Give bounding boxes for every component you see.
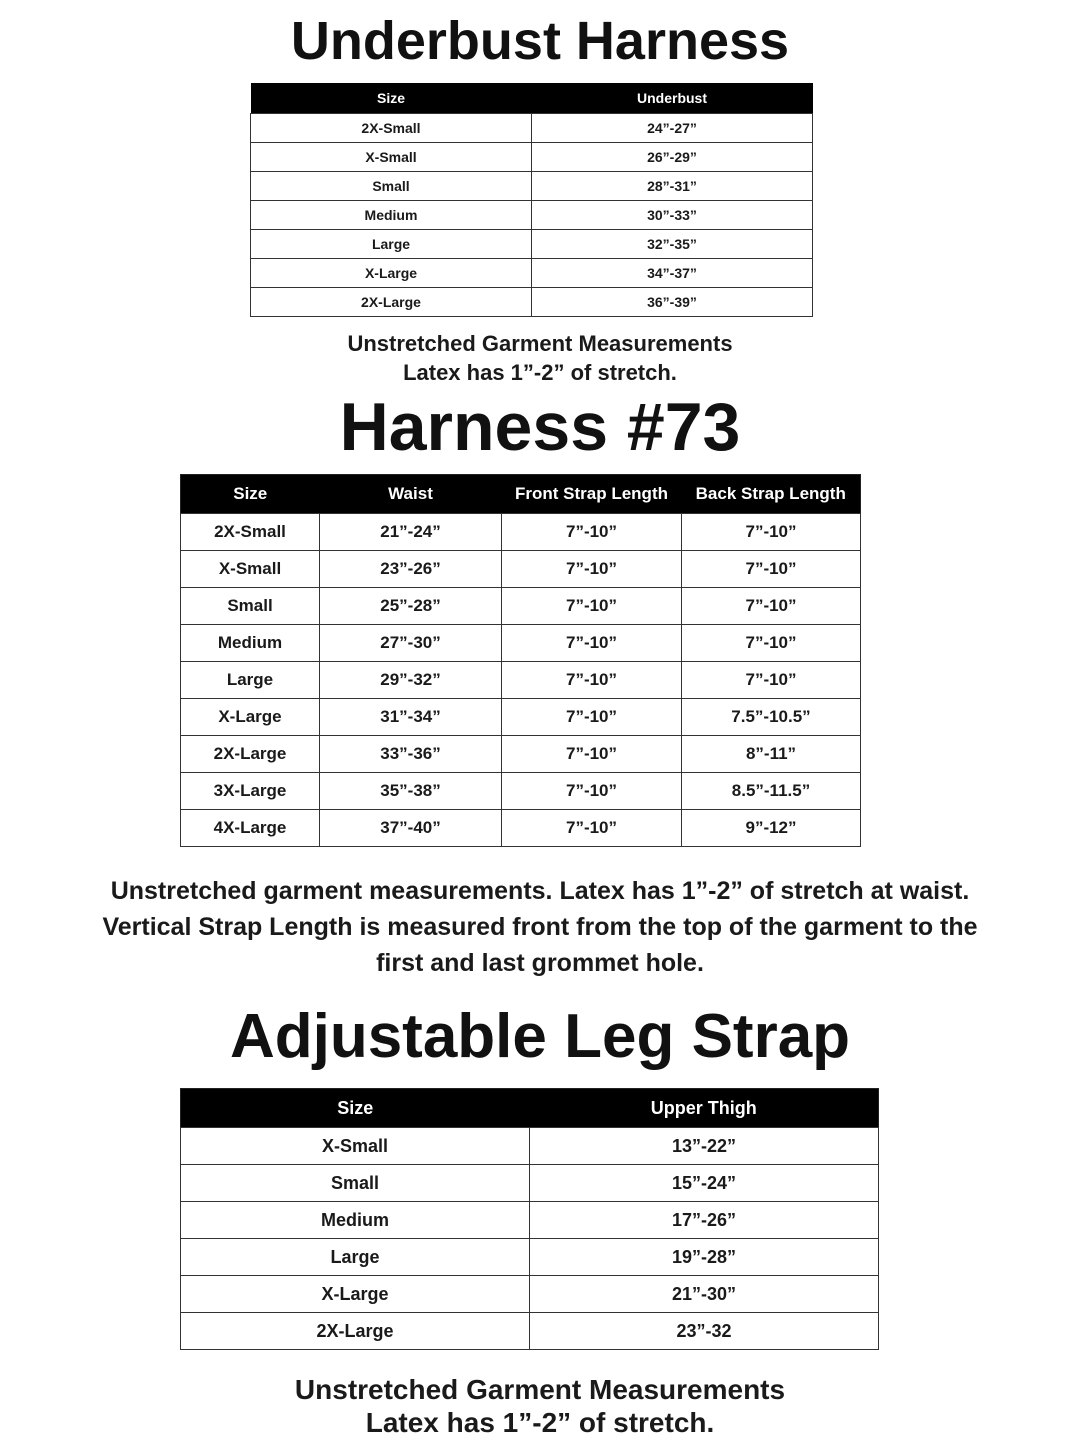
measurement-cell: 30”-33” [532, 201, 813, 230]
size-cell: X-Large [251, 259, 532, 288]
table-header-row [181, 1089, 879, 1128]
header-front-strap-length: Front Strap Length [502, 475, 682, 514]
size-cell: Large [181, 1239, 530, 1276]
measurement-cell: 21”-30” [530, 1276, 879, 1313]
size-cell: Medium [181, 625, 320, 662]
size-cell: Small [251, 172, 532, 201]
table-row [251, 230, 813, 259]
size-cell: X-Small [251, 143, 532, 172]
size-cell: X-Small [181, 551, 320, 588]
table-row [181, 1313, 879, 1350]
table-header-row [181, 475, 861, 514]
harness73-note-line1: Unstretched garment measurements. Latex has 1”-2” of stretch at waist. [110, 877, 970, 905]
front-strap-cell: 7”-10” [502, 625, 682, 662]
front-strap-cell: 7”-10” [502, 514, 682, 551]
measurement-cell: 19”-28” [530, 1239, 879, 1276]
front-strap-cell: 7”-10” [502, 773, 682, 810]
size-cell: Large [181, 662, 320, 699]
back-strap-cell: 7.5”-10.5” [682, 699, 861, 736]
back-strap-cell: 7”-10” [682, 625, 861, 662]
table-row [181, 810, 861, 847]
size-cell: Medium [181, 1202, 530, 1239]
measurement-cell: 32”-35” [532, 230, 813, 259]
waist-cell: 21”-24” [320, 514, 502, 551]
size-cell: 4X-Large [181, 810, 320, 847]
table-row [181, 1165, 879, 1202]
size-cell: Small [181, 588, 320, 625]
waist-cell: 23”-26” [320, 551, 502, 588]
table-row [181, 1202, 879, 1239]
front-strap-cell: 7”-10” [502, 810, 682, 847]
table-row [181, 588, 861, 625]
waist-cell: 29”-32” [320, 662, 502, 699]
table-row [181, 1239, 879, 1276]
underbust-size-table [250, 83, 813, 317]
header-back-strap-length: Back Strap Length [682, 475, 861, 514]
harness73-title: Harness #73 [339, 389, 741, 465]
table-row [181, 736, 861, 773]
size-cell: Medium [251, 201, 532, 230]
waist-cell: 25”-28” [320, 588, 502, 625]
table-row [251, 201, 813, 230]
back-strap-cell: 7”-10” [682, 514, 861, 551]
size-cell: Large [251, 230, 532, 259]
back-strap-cell: 7”-10” [682, 588, 861, 625]
front-strap-cell: 7”-10” [502, 699, 682, 736]
measurement-cell: 28”-31” [532, 172, 813, 201]
header-size: Size [181, 1089, 530, 1128]
header-size: Size [181, 475, 320, 514]
table-row [181, 699, 861, 736]
measurement-cell: 13”-22” [530, 1128, 879, 1165]
table-header-row [251, 83, 813, 114]
measurement-cell: 24”-27” [532, 114, 813, 143]
waist-cell: 27”-30” [320, 625, 502, 662]
underbust-note-line1: Unstretched Garment Measurements [347, 331, 733, 356]
table-row [251, 114, 813, 143]
legstrap-note-line2: Latex has 1”-2” of stretch. [365, 1407, 715, 1438]
table-row [181, 1128, 879, 1165]
front-strap-cell: 7”-10” [502, 588, 682, 625]
back-strap-cell: 9”-12” [682, 810, 861, 847]
waist-cell: 31”-34” [320, 699, 502, 736]
size-cell: 2X-Small [181, 514, 320, 551]
measurement-cell: 15”-24” [530, 1165, 879, 1202]
back-strap-cell: 7”-10” [682, 662, 861, 699]
size-cell: 3X-Large [181, 773, 320, 810]
size-cell: 2X-Large [251, 288, 532, 317]
header-size: Size [251, 83, 532, 114]
harness73-note-line3: first and last grommet hole. [376, 949, 704, 977]
measurement-cell: 17”-26” [530, 1202, 879, 1239]
front-strap-cell: 7”-10” [502, 662, 682, 699]
measurement-cell: 36”-39” [532, 288, 813, 317]
table-row [181, 625, 861, 662]
back-strap-cell: 8.5”-11.5” [682, 773, 861, 810]
back-strap-cell: 7”-10” [682, 551, 861, 588]
size-cell: 2X-Small [251, 114, 532, 143]
measurement-cell: 23”-32 [530, 1313, 879, 1350]
table-row [181, 551, 861, 588]
underbust-title: Underbust Harness [290, 11, 790, 71]
waist-cell: 37”-40” [320, 810, 502, 847]
table-row [181, 514, 861, 551]
back-strap-cell: 8”-11” [682, 736, 861, 773]
table-row [251, 288, 813, 317]
measurement-cell: 26”-29” [532, 143, 813, 172]
size-cell: 2X-Large [181, 736, 320, 773]
size-cell: X-Large [181, 699, 320, 736]
front-strap-cell: 7”-10” [502, 551, 682, 588]
header-upper-thigh: Upper Thigh [530, 1089, 879, 1128]
legstrap-note-line1: Unstretched Garment Measurements [294, 1374, 786, 1405]
front-strap-cell: 7”-10” [502, 736, 682, 773]
waist-cell: 33”-36” [320, 736, 502, 773]
size-cell: X-Large [181, 1276, 530, 1313]
legstrap-size-table [180, 1088, 879, 1350]
table-row [251, 143, 813, 172]
header-underbust: Underbust [532, 83, 813, 114]
size-cell: X-Small [181, 1128, 530, 1165]
legstrap-title: Adjustable Leg Strap [229, 1002, 851, 1071]
table-row [181, 1276, 879, 1313]
table-row [251, 259, 813, 288]
waist-cell: 35”-38” [320, 773, 502, 810]
harness73-note-line2: Vertical Strap Length is measured front from the top of the garment to the [102, 913, 978, 941]
size-cell: Small [181, 1165, 530, 1202]
table-row [181, 773, 861, 810]
table-row [251, 172, 813, 201]
underbust-note-line2: Latex has 1”-2” of stretch. [403, 360, 677, 385]
header-waist: Waist [320, 475, 502, 514]
harness73-size-table [180, 474, 861, 847]
table-row [181, 662, 861, 699]
size-cell: 2X-Large [181, 1313, 530, 1350]
measurement-cell: 34”-37” [532, 259, 813, 288]
